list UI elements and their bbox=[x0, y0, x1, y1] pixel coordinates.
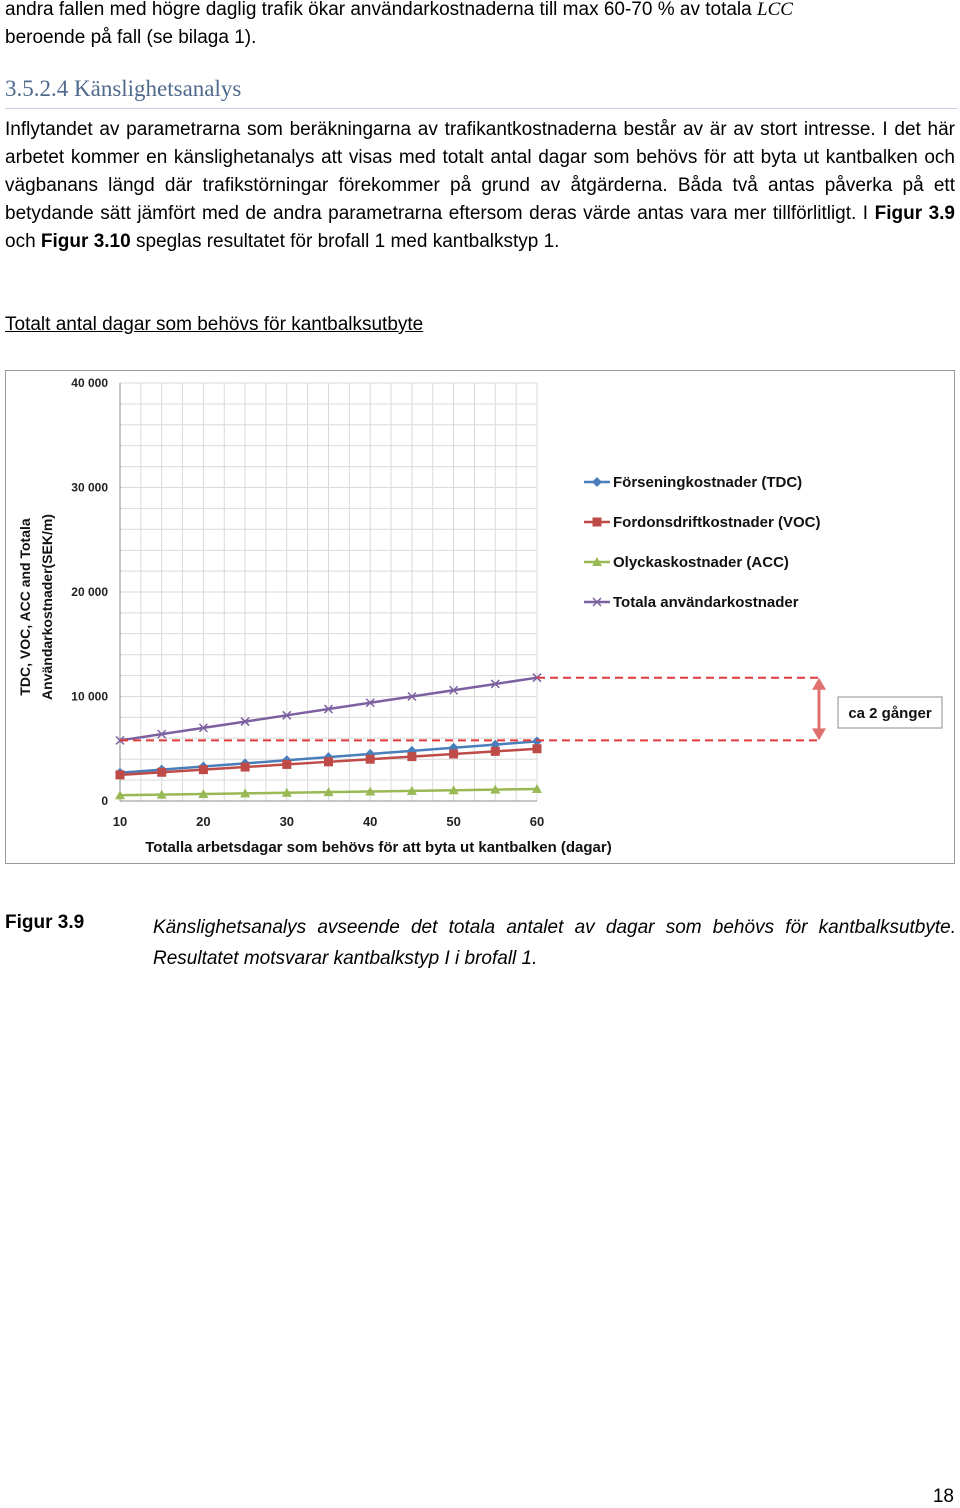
x-tick-label: 40 bbox=[362, 814, 378, 829]
chart-subheading: Totalt antal dagar som behövs för kantbalksutbyte bbox=[5, 314, 424, 335]
x-tick-label: 60 bbox=[529, 814, 545, 829]
y-tick-label: 10 000 bbox=[71, 689, 108, 704]
data-point bbox=[199, 765, 208, 774]
y-tick-label: 0 bbox=[101, 794, 108, 808]
x-tick-label: 10 bbox=[112, 814, 128, 829]
line-chart bbox=[6, 371, 954, 863]
body-paragraph bbox=[5, 116, 955, 256]
data-point bbox=[157, 768, 166, 777]
data-point bbox=[282, 760, 291, 769]
annotation-arrow-head-top bbox=[812, 678, 826, 690]
y-tick-label: 30 000 bbox=[71, 480, 108, 495]
intro-paragraph bbox=[5, 0, 955, 52]
legend-entry: Fordonsdriftkostnader (VOC) bbox=[613, 514, 821, 531]
lcc-symbol: LCC bbox=[757, 0, 793, 20]
figure-ref-2[interactable]: Figur 3.10 bbox=[40, 231, 131, 252]
body-text-1: Inflytandet av parametrarna som beräkningarna av trafikantkostnaderna består av är av stort intresse. I det här arbetet kommer en känslighetanalys att visas med totalt antal dagar som behövs för att byta ut kantbalken och vägbanans längd där trafikstörningar förekommer på grund av åtgärderna. Båda två antas påverka på ett betydande sätt jämfört med de andra parametrarna eftersom deras värde antas vara mer tillförlitligt. I bbox=[5, 119, 955, 224]
legend-entry: Olyckaskostnader (ACC) bbox=[613, 554, 789, 571]
x-tick-label: 20 bbox=[196, 814, 211, 829]
body-text-2: speglas resultatet för brofall 1 med kantbalkstyp 1. bbox=[135, 231, 560, 252]
section-heading: 3.5.2.4 Känslighetsanalys bbox=[5, 74, 958, 109]
y-axis-label-line2: Användarkostnader(SEK/m) bbox=[39, 514, 55, 700]
data-point bbox=[116, 770, 125, 779]
x-tick-label: 50 bbox=[446, 814, 461, 829]
annotation-label: ca 2 gånger bbox=[848, 705, 932, 722]
data-point bbox=[533, 744, 542, 753]
body-text-mid: och bbox=[5, 231, 36, 252]
legend-entry: Förseningkostnader (TDC) bbox=[613, 474, 803, 491]
figure-ref-1[interactable]: Figur 3.9 bbox=[874, 203, 956, 224]
x-tick-label: 30 bbox=[279, 814, 295, 829]
y-tick-label: 40 000 bbox=[71, 376, 108, 390]
legend-marker bbox=[593, 518, 602, 527]
y-tick-label: 20 000 bbox=[71, 585, 108, 599]
data-point bbox=[491, 747, 500, 756]
legend-entry: Totala användarkostnader bbox=[613, 594, 799, 611]
intro-text-1: andra fallen med högre daglig trafik ökar användarkostnaderna till max 60-70 % av totala bbox=[5, 0, 752, 20]
chart-container bbox=[5, 370, 955, 864]
x-axis-label: Totalla arbetsdagar som behövs för att byta ut kantbalken (dagar) bbox=[145, 839, 612, 856]
caption-text: Känslighetsanalys avseende det totala antalet av dagar som behövs för kantbalksutbyte. Resultatet motsvarar kantbalkstyp I i brofall 1. bbox=[153, 917, 956, 969]
y-axis-label-line1: TDC, VOC, ACC and Totala bbox=[17, 518, 33, 696]
data-point bbox=[366, 755, 375, 764]
data-point bbox=[449, 749, 458, 758]
data-point bbox=[324, 757, 333, 766]
intro-text-2: beroende på fall (se bilaga 1). bbox=[5, 27, 257, 48]
annotation-arrow-head-bottom bbox=[812, 728, 826, 740]
data-point bbox=[407, 752, 416, 761]
data-point bbox=[241, 763, 250, 772]
legend-marker bbox=[592, 477, 602, 487]
page-number: 18 bbox=[932, 1486, 954, 1507]
caption-label: Figur 3.9 bbox=[5, 912, 85, 933]
